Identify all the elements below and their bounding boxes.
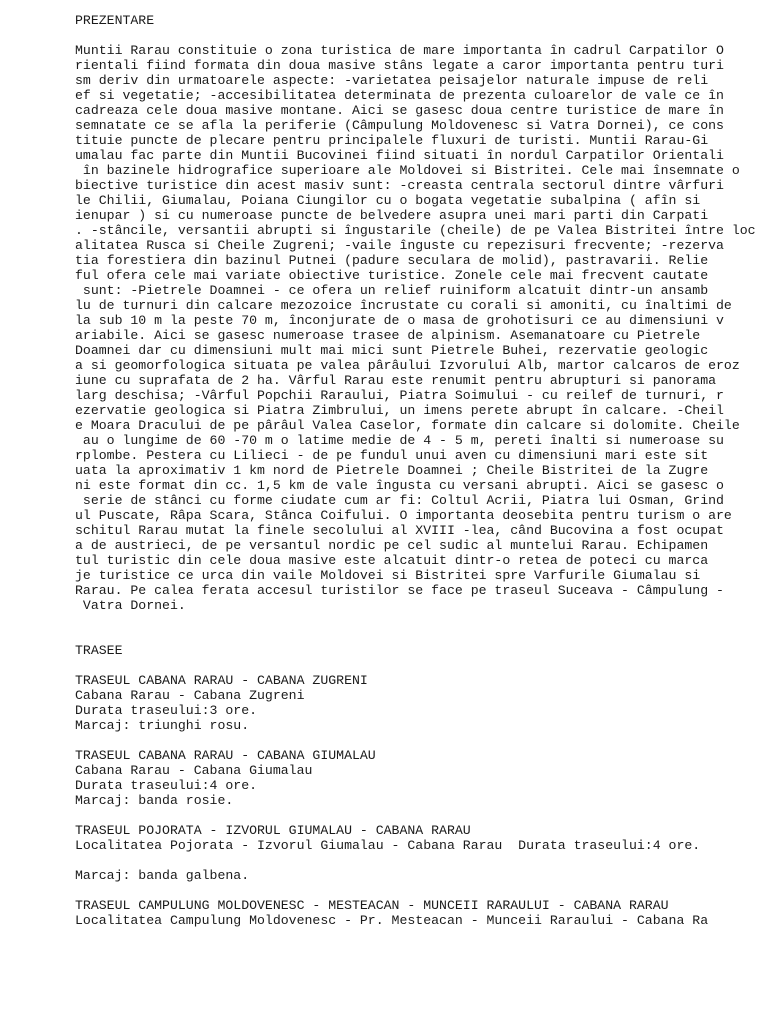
route-marking: Marcaj: banda galbena. [75, 868, 250, 883]
text-line: umalau fac parte din Muntii Bucovinei fiind situati în nordul Carpatilor Orientali [75, 148, 724, 163]
route-title: TRASEUL CABANA RARAU - CABANA ZUGRENI [75, 673, 368, 688]
document-page [75, 0, 768, 1024]
text-line: tul turistic din cele doua masive este alcatuit dintr-o retea de poteci cu marca [75, 553, 709, 568]
route-path: Localitatea Campulung Moldovenesc - Pr. Mesteacan - Munceii Raraului - Cabana Ra [75, 913, 709, 928]
text-line: schitul Rarau mutat la finele secolului al XVIII -lea, când Bucovina a fost ocupat [75, 523, 724, 538]
text-line: larg deschisa; -Vârful Popchii Raraului, Piatra Soimului - cu reilef de turnuri, r [75, 388, 724, 403]
route-duration: Durata traseului:4 ore. [75, 778, 258, 793]
text-line: ni este format din cc. 1,5 km de vale îngusta cu versani abrupti. Aici se gasesc o [75, 478, 724, 493]
text-line: biective turistice din acest masiv sunt: -creasta centrala sectorul dintre vârfuri [75, 178, 724, 193]
route-duration: Durata traseului:3 ore. [75, 703, 258, 718]
text-line: la sub 10 m la peste 70 m, înconjurate de o masa de grohotisuri ce au dimensiuni v [75, 313, 724, 328]
text-line: ienupar ) si cu numeroase puncte de belvedere asupra unei mari parti din Carpati [75, 208, 709, 223]
text-line: lu de turnuri din calcare mezozoice încrustate cu corali si amoniti, cu înaltimi de [75, 298, 732, 313]
route-title: TRASEUL CABANA RARAU - CABANA GIUMALAU [75, 748, 376, 763]
text-line: în bazinele hidrografice superioare ale Moldovei si Bistritei. Cele mai însemnate o [75, 163, 740, 178]
route-title: TRASEUL POJORATA - IZVORUL GIUMALAU - CABANA RARAU [75, 823, 471, 838]
text-line: je turistice ce urca din vaile Moldovei si Bistritei spre Varfurile Giumalau si [75, 568, 701, 583]
text-line: Vatra Dornei. [75, 598, 186, 613]
text-line: ful ofera cele mai variate obiective turistice. Zonele cele mai frecvent cautate [75, 268, 709, 283]
route-path: Cabana Rarau - Cabana Giumalau [75, 763, 313, 778]
text-line: ezervatie geologica si Piatra Zimbrului, un imens perete abrupt în calcare. -Cheil [75, 403, 724, 418]
route-marking: Marcaj: banda rosie. [75, 793, 234, 808]
text-line: tia forestiera din bazinul Putnei (padure seculara de molid), pastravarii. Relie [75, 253, 709, 268]
text-line: iune cu suprafata de 2 ha. Vârful Rarau este renumit pentru abrupturi si panorama [75, 373, 717, 388]
section-heading-prezentare: PREZENTARE [75, 13, 155, 28]
text-line: ul Puscate, Râpa Scara, Stânca Coifului. O importanta deosebita pentru turism o are [75, 508, 732, 523]
text-line: rientali fiind formata din doua masive stâns legate a caror importanta pentru turi [75, 58, 724, 73]
route-marking: Marcaj: triunghi rosu. [75, 718, 250, 733]
text-line: a si geomorfologica situata pe valea pârâului Izvorului Alb, martor calcaros de eroz [75, 358, 740, 373]
text-line: alitatea Rusca si Cheile Zugreni; -vaile înguste cu repezisuri frecvente; -rezerva [75, 238, 724, 253]
text-line: a de austrieci, de pe versantul nordic pe cel sudic al muntelui Rarau. Echipamen [75, 538, 709, 553]
text-line: uata la aproximativ 1 km nord de Pietrele Doamnei ; Cheile Bistritei de la Zugre [75, 463, 709, 478]
text-line: le Chilii, Giumalau, Poiana Ciungilor cu o bogata vegetatie subalpina ( afîn si [75, 193, 701, 208]
section-heading-trasee: TRASEE [75, 643, 123, 658]
text-line: e Moara Dracului de pe pârâul Valea Caselor, formate din calcare si dolomite. Cheile [75, 418, 740, 433]
text-line: serie de stânci cu forme ciudate cum ar fi: Coltul Acrii, Piatra lui Osman, Grind [75, 493, 724, 508]
text-line: sm deriv din urmatoarele aspecte: -varietatea peisajelor naturale impuse de reli [75, 73, 709, 88]
text-line: au o lungime de 60 -70 m o latime medie de 4 - 5 m, pereti înalti si numeroase su [75, 433, 724, 448]
text-line: . -stâncile, versantii abrupti si îngustarile (cheile) de pe Valea Bistritei între loc [75, 223, 756, 238]
text-line: rplombe. Pestera cu Lilieci - de pe fundul unui aven cu dimensiuni mari este sit [75, 448, 709, 463]
text-line: sunt: -Pietrele Doamnei - ce ofera un relief ruiniform alcatuit dintr-un ansamb [75, 283, 709, 298]
text-line: ariabile. Aici se gasesc numeroase trasee de alpinism. Asemanatoare cu Pietrele [75, 328, 701, 343]
text-line: ef si vegetatie; -accesibilitatea determinata de prezenta culoarelor de vale ce în [75, 88, 724, 103]
text-line: cadreaza cele doua masive montane. Aici se gasesc doua centre turistice de mare în [75, 103, 724, 118]
text-line: Muntii Rarau constituie o zona turistica de mare importanta în cadrul Carpatilor O [75, 43, 724, 58]
route-title: TRASEUL CAMPULUNG MOLDOVENESC - MESTEACAN - MUNCEII RARAULUI - CABANA RARAU [75, 898, 669, 913]
text-line: semnatate ce se afla la periferie (Câmpulung Moldovenesc si Vatra Dornei), ce cons [75, 118, 724, 133]
route-path: Cabana Rarau - Cabana Zugreni [75, 688, 305, 703]
text-line: tituie puncte de plecare pentru principalele fluxuri de turisti. Muntii Rarau-Gi [75, 133, 709, 148]
text-line: Rarau. Pe calea ferata accesul turistilor se face pe traseul Suceava - Câmpulung - [75, 583, 724, 598]
route-path: Localitatea Pojorata - Izvorul Giumalau - Cabana Rarau Durata traseului:4 ore. [75, 838, 701, 853]
text-line: Doamnei dar cu dimensiuni mult mai mici sunt Pietrele Buhei, rezervatie geologic [75, 343, 709, 358]
